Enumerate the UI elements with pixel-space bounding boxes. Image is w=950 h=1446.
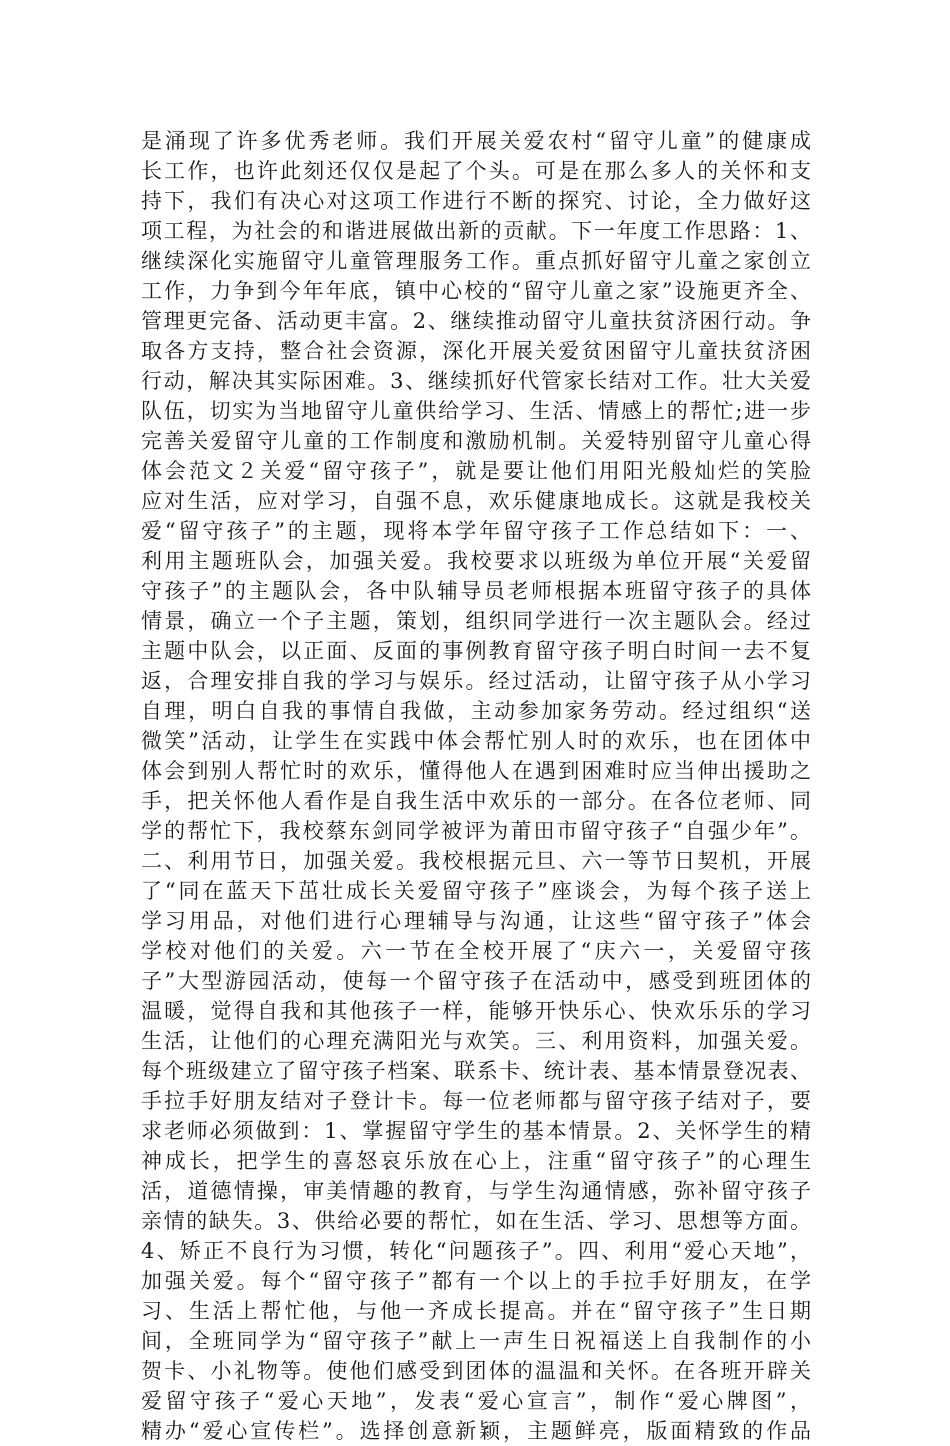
text-line: 取各方支持，整合社会资源，深化开展关爱贫困留守儿童扶贫济困 <box>141 339 811 363</box>
text-line: 爱“留守孩子”的主题，现将本学年留守孩子工作总结如下：一、 <box>141 519 811 543</box>
text-line: 间，全班同学为“留守孩子”献上一声生日祝福送上自我制作的小 <box>141 1329 811 1353</box>
text-line: 是涌现了许多优秀老师。我们开展关爱农村“留守儿童”的健康成 <box>141 129 811 153</box>
text-line: 4、矫正不良行为习惯，转化“问题孩子”。四、利用“爱心天地”， <box>141 1239 811 1263</box>
text-line: 返，合理安排自我的学习与娱乐。经过活动，让留守孩子从小学习 <box>141 669 811 693</box>
text-line: 工作，力争到今年年底，镇中心校的“留守儿童之家”设施更齐全、 <box>141 279 811 303</box>
text-line: 长工作，也许此刻还仅仅是起了个头。可是在那么多人的关怀和支 <box>141 159 811 183</box>
text-line: 学习用品，对他们进行心理辅导与沟通，让这些“留守孩子”体会 <box>141 909 811 933</box>
text-line: 学校对他们的关爱。六一节在全校开展了“庆六一，关爱留守孩 <box>141 939 811 963</box>
text-line: 亲情的缺失。3、供给必要的帮忙，如在生活、学习、思想等方面。 <box>141 1209 811 1233</box>
text-line: 学的帮忙下，我校蔡东剑同学被评为莆田市留守孩子“自强少年”。 <box>141 819 811 843</box>
text-line: 神成长，把学生的喜怒哀乐放在心上，注重“留守孩子”的心理生 <box>141 1149 811 1173</box>
text-line: 继续深化实施留守儿童管理服务工作。重点抓好留守儿童之家创立 <box>141 249 811 273</box>
text-line: 情景，确立一个子主题，策划，组织同学进行一次主题队会。经过 <box>141 609 811 633</box>
text-line: 管理更完备、活动更丰富。2、继续推动留守儿童扶贫济困行动。争 <box>141 309 811 333</box>
body-text <box>141 126 811 1446</box>
text-line: 应对生活，应对学习，自强不息，欢乐健康地成长。这就是我校关 <box>141 489 811 513</box>
text-line: 精办“爱心宣传栏”。选择创意新颖，主题鲜亮，版面精致的作品 <box>141 1419 811 1443</box>
text-line: 主题中队会，以正面、反面的事例教育留守孩子明白时间一去不复 <box>141 639 811 663</box>
text-line: 爱留守孩子“爱心天地”，发表“爱心宣言”，制作“爱心牌图”， <box>141 1389 811 1413</box>
text-line: 子”大型游园活动，使每一个留守孩子在活动中，感受到班团体的 <box>141 969 811 993</box>
text-line: 了“同在蓝天下茁壮成长关爱留守孩子”座谈会，为每个孩子送上 <box>141 879 811 903</box>
text-line: 温暖，觉得自我和其他孩子一样，能够开快乐心、快欢乐乐的学习 <box>141 999 811 1023</box>
text-line: 加强关爱。每个“留守孩子”都有一个以上的手拉手好朋友，在学 <box>141 1269 811 1293</box>
text-line: 体会到别人帮忙时的欢乐，懂得他人在遇到困难时应当伸出援助之 <box>141 759 811 783</box>
text-line: 持下，我们有决心对这项工作进行不断的探究、讨论，全力做好这 <box>141 189 811 213</box>
text-line: 利用主题班队会，加强关爱。我校要求以班级为单位开展“关爱留 <box>141 549 811 573</box>
text-line: 行动，解决其实际困难。3、继续抓好代管家长结对工作。壮大关爱 <box>141 369 811 393</box>
text-line: 微笑”活动，让学生在实践中体会帮忙别人时的欢乐，也在团体中 <box>141 729 811 753</box>
text-line: 项工程，为社会的和谐进展做出新的贡献。下一年度工作思路：1、 <box>141 219 811 243</box>
text-line: 每个班级建立了留守孩子档案、联系卡、统计表、基本情景登况表、 <box>141 1059 811 1083</box>
text-line: 手拉手好朋友结对子登计卡。每一位老师都与留守孩子结对子，要 <box>141 1089 811 1113</box>
text-line: 体会范文２关爱“留守孩子”，就是要让他们用阳光般灿烂的笑脸 <box>141 459 811 483</box>
text-line: 二、利用节日，加强关爱。我校根据元旦、六一等节日契机，开展 <box>141 849 811 873</box>
text-line: 求老师必须做到：1、掌握留守学生的基本情景。2、关怀学生的精 <box>141 1119 811 1143</box>
text-line: 习、生活上帮忙他，与他一齐成长提高。并在“留守孩子”生日期 <box>141 1299 811 1323</box>
text-line: 守孩子”的主题队会，各中队辅导员老师根据本班留守孩子的具体 <box>141 579 811 603</box>
text-line: 生活，让他们的心理充满阳光与欢笑。三、利用资料，加强关爱。 <box>141 1029 811 1053</box>
text-line: 手，把关怀他人看作是自我生活中欢乐的一部分。在各位老师、同 <box>141 789 811 813</box>
text-line: 完善关爱留守儿童的工作制度和激励机制。关爱特别留守儿童心得 <box>141 429 811 453</box>
text-line: 自理，明白自我的事情自我做，主动参加家务劳动。经过组织“送 <box>141 699 811 723</box>
text-line: 队伍，切实为当地留守儿童供给学习、生活、情感上的帮忙;进一步 <box>141 399 811 423</box>
text-line: 贺卡、小礼物等。使他们感受到团体的温温和关怀。在各班开辟关 <box>141 1359 811 1383</box>
text-line: 活，道德情操，审美情趣的教育，与学生沟通情感，弥补留守孩子 <box>141 1179 811 1203</box>
